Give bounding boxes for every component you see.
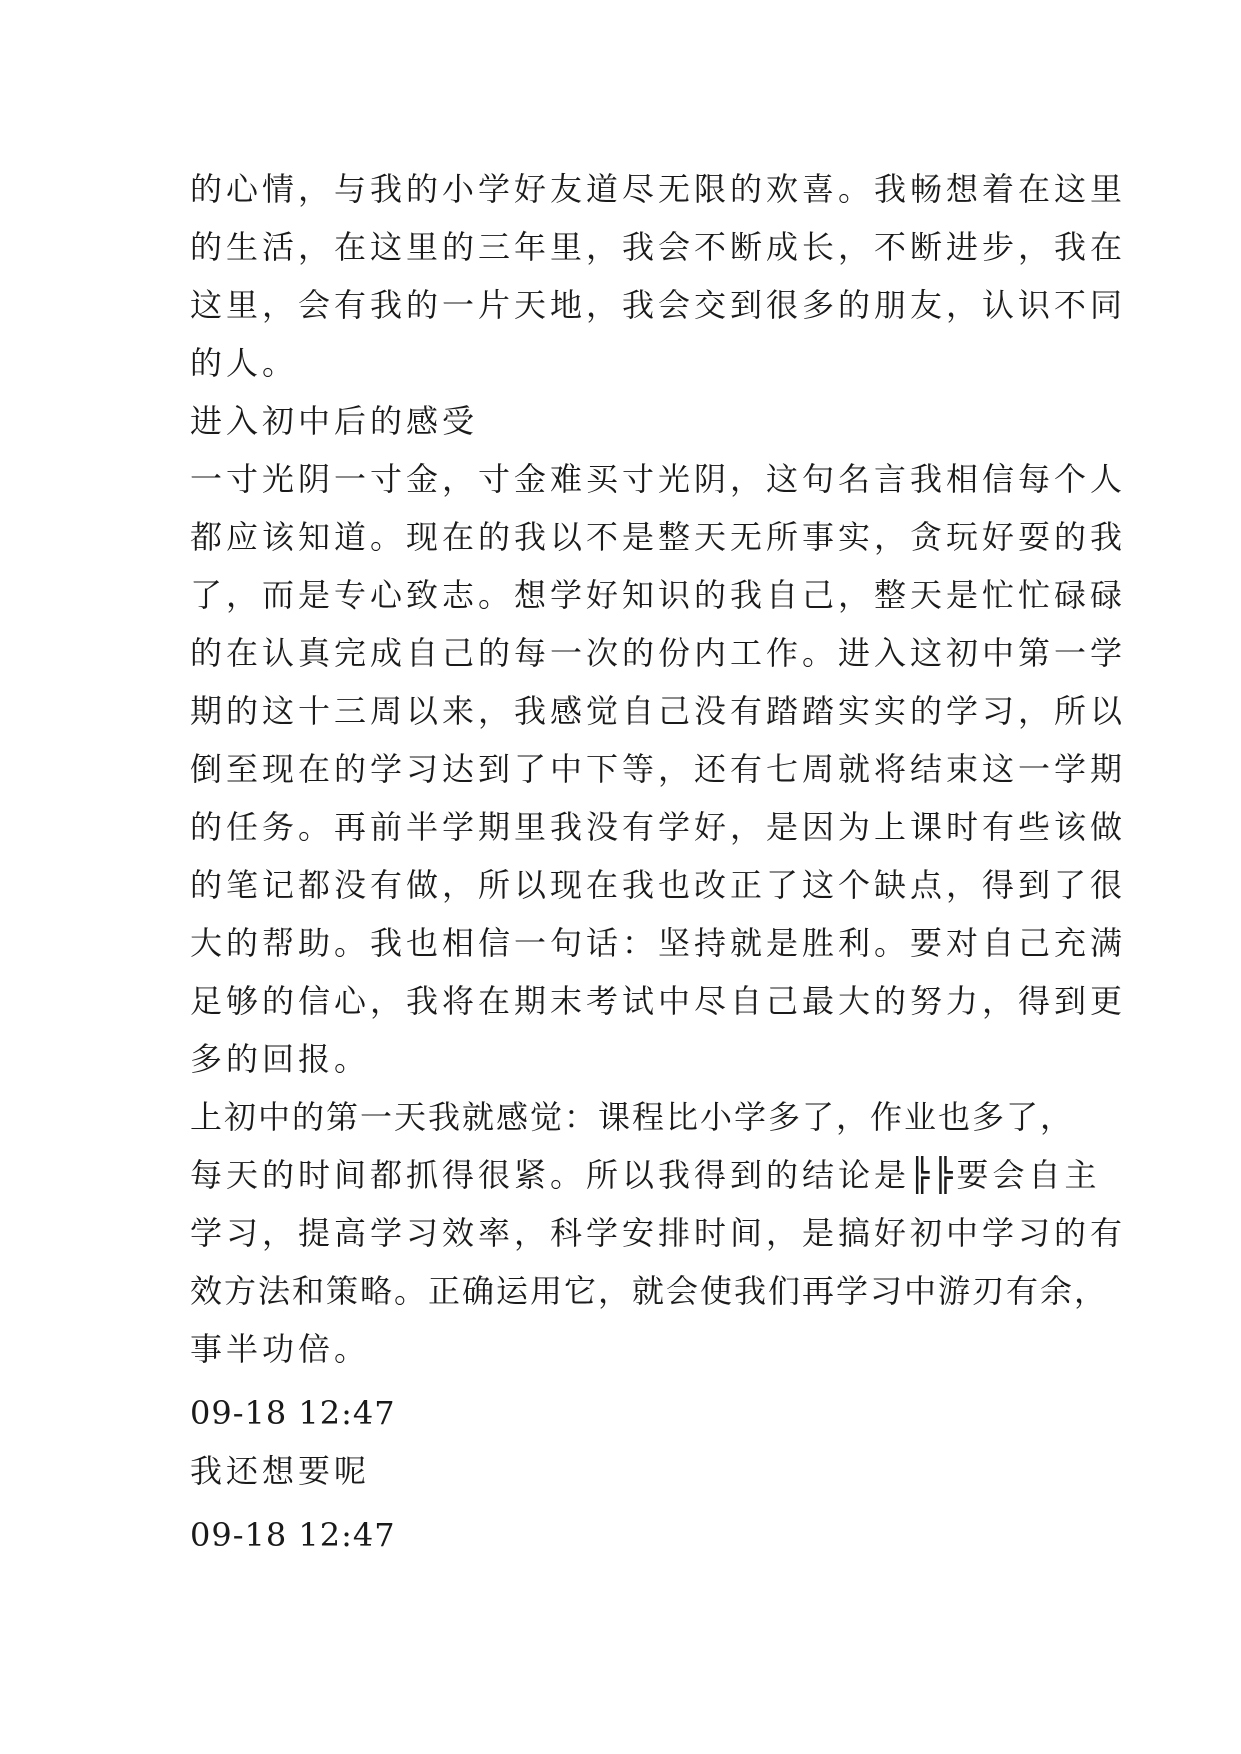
timestamp: 09-18 12:47 bbox=[190, 1394, 396, 1432]
paragraph-feelings bbox=[190, 450, 1127, 1088]
text-line: 足够的信心，我将在期末考试中尽自己最大的努力，得到更 bbox=[190, 982, 1127, 1020]
section-heading: 进入初中后的感受 bbox=[190, 402, 479, 440]
text-line: 的人。 bbox=[190, 344, 299, 382]
text-line: 效方法和策略。正确运用它，就会使我们再学习中游刃有余， bbox=[190, 1272, 1109, 1310]
document-body bbox=[190, 160, 1127, 1564]
paragraph-first-day bbox=[190, 1088, 1127, 1378]
text-line: 的生活，在这里的三年里，我会不断成长，不断进步，我在 bbox=[190, 228, 1127, 266]
text-line: 上初中的第一天我就感觉：课程比小学多了，作业也多了， bbox=[190, 1098, 1075, 1136]
text-line: 了，而是专心致志。想学好知识的我自己，整天是忙忙碌碌 bbox=[190, 576, 1127, 614]
text-line: 多的回报。 bbox=[190, 1040, 371, 1078]
paragraph-intro bbox=[190, 160, 1127, 392]
text-line: 倒至现在的学习达到了中下等，还有七周就将结束这一学期 bbox=[190, 750, 1127, 788]
text-line: 一寸光阴一寸金，寸金难买寸光阴，这句名言我相信每个人 bbox=[190, 460, 1127, 498]
text-line: 都应该知道。现在的我以不是整天无所事实，贪玩好耍的我 bbox=[190, 518, 1127, 556]
text-line: 每天的时间都抓得很紧。所以我得到的结论是╠╠要会自主 bbox=[190, 1156, 1101, 1194]
text-line: 的笔记都没有做，所以现在我也改正了这个缺点，得到了很 bbox=[190, 866, 1127, 904]
timestamp: 09-18 12:47 bbox=[190, 1516, 396, 1554]
text-line: 的在认真完成自己的每一次的份内工作。进入这初中第一学 bbox=[190, 634, 1127, 672]
text-line: 的任务。再前半学期里我没有学好，是因为上课时有些该做 bbox=[190, 808, 1127, 846]
text-line: 这里，会有我的一片天地，我会交到很多的朋友，认识不同 bbox=[190, 286, 1127, 324]
text-line: 的心情，与我的小学好友道尽无限的欢喜。我畅想着在这里 bbox=[190, 170, 1127, 208]
text-line: 大的帮助。我也相信一句话：坚持就是胜利。要对自己充满 bbox=[190, 924, 1127, 962]
text-line: 期的这十三周以来，我感觉自己没有踏踏实实的学习，所以 bbox=[190, 692, 1127, 730]
text-line: 事半功倍。 bbox=[190, 1330, 371, 1368]
text-line: 学习，提高学习效率，科学安排时间，是搞好初中学习的有 bbox=[190, 1214, 1127, 1252]
comment-text: 我还想要呢 bbox=[190, 1452, 371, 1490]
